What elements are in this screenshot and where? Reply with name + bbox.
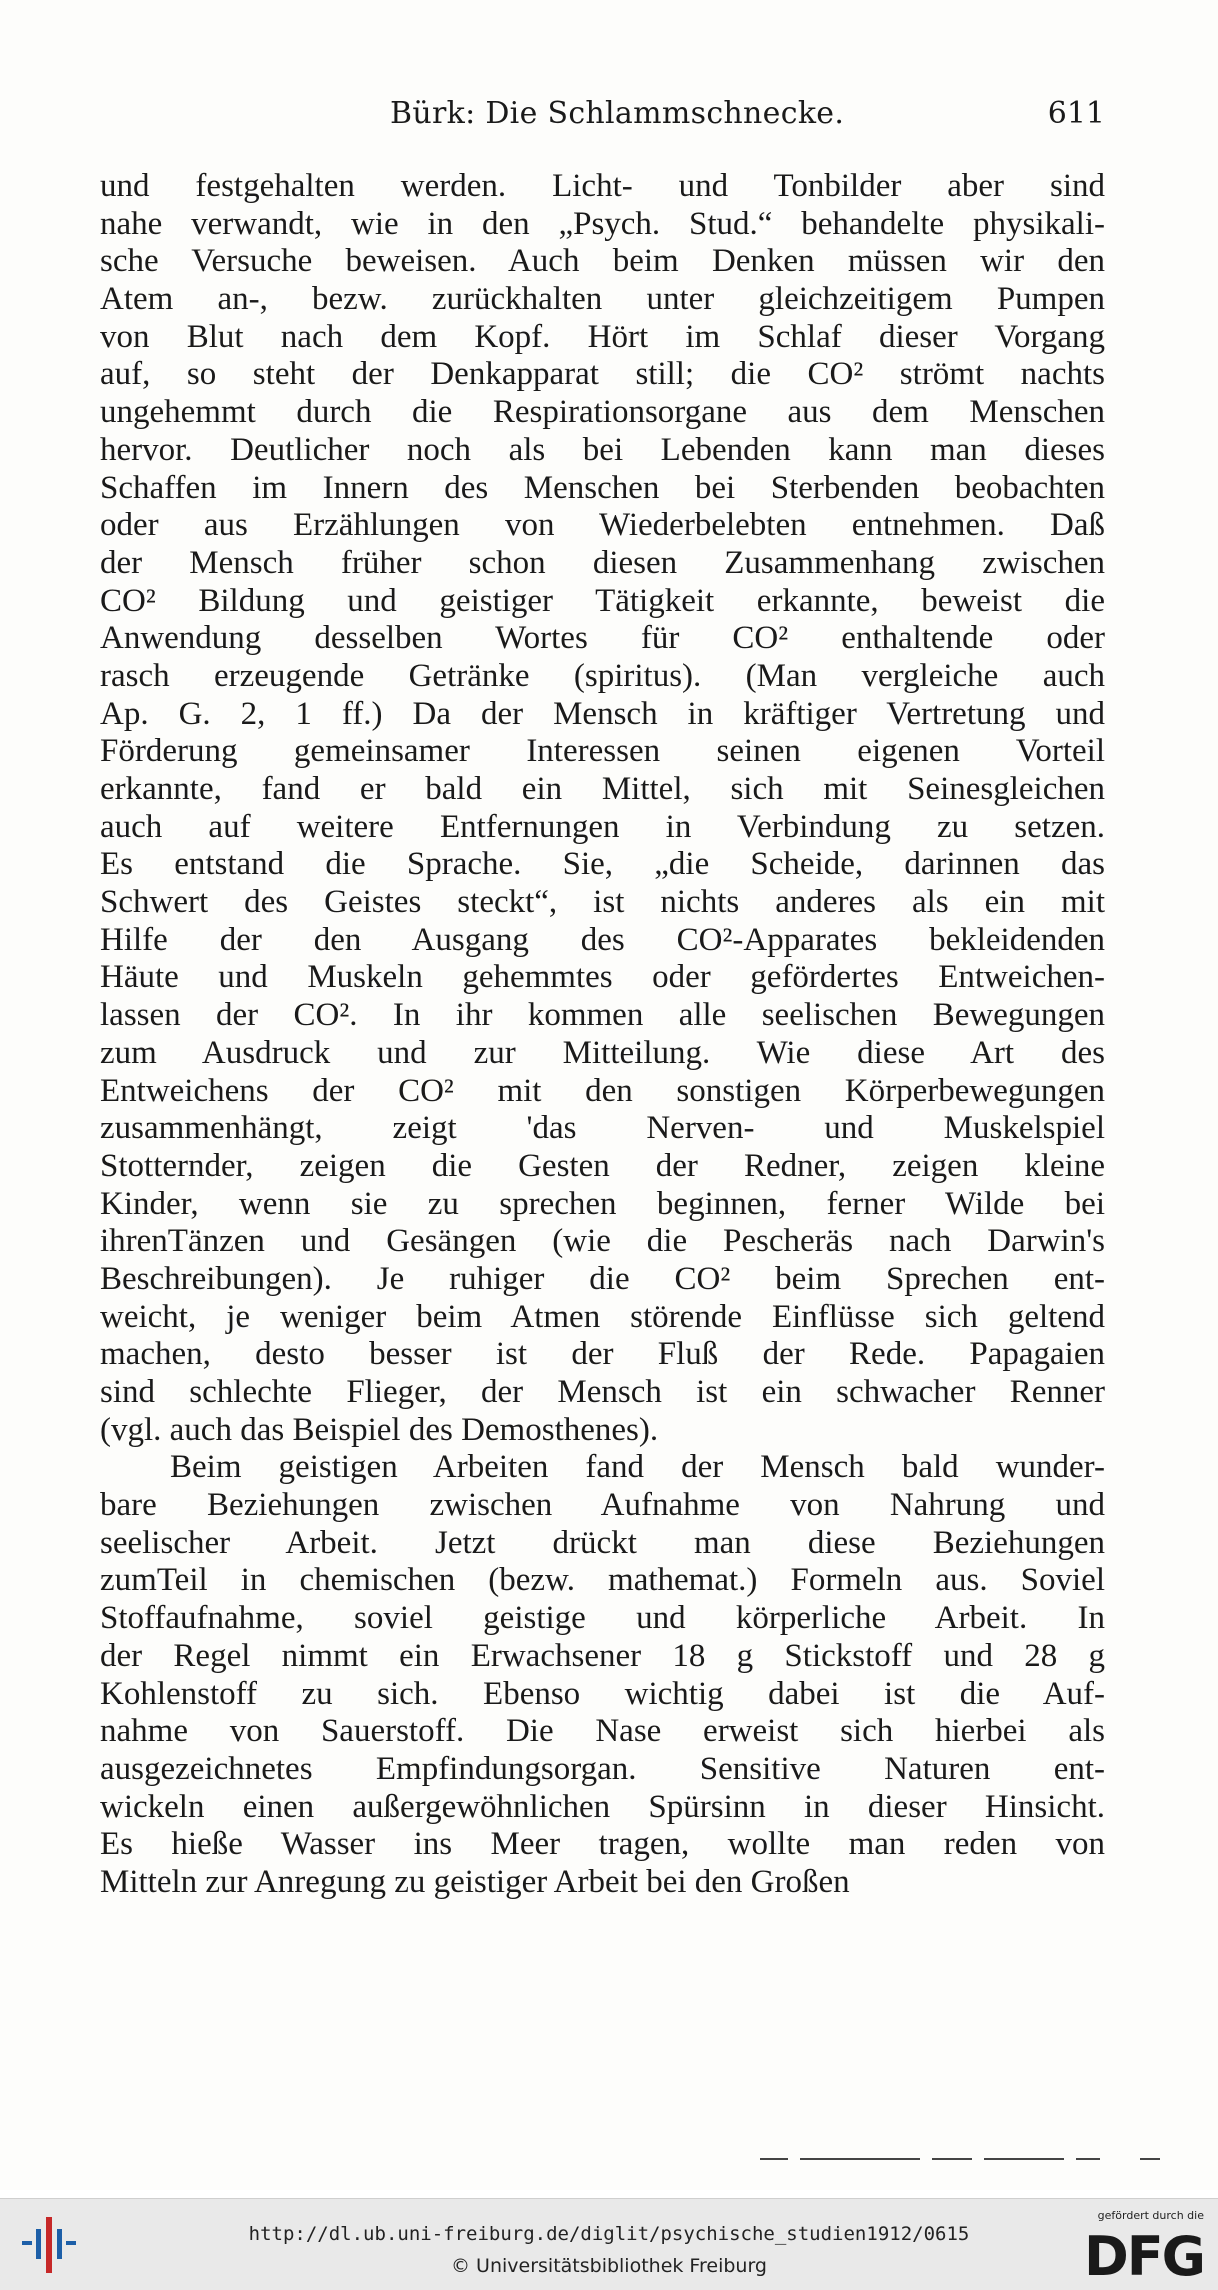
page-header <box>100 96 1105 140</box>
text-line: Hilfe der den Ausgang des CO²-Apparates bekleidenden <box>100 921 1105 958</box>
text-line: von Blut nach dem Kopf. Hört im Schlaf dieser Vorgang <box>100 318 1105 355</box>
text-line: sind schlechte Flieger, der Mensch ist ein schwacher Renner <box>100 1374 1105 1410</box>
text-line: Stotternder, zeigen die Gesten der Redner, zeigen kleine <box>100 1147 1105 1184</box>
running-title: Bürk: Die Schlammschnecke. <box>390 96 845 131</box>
text-line: machen, desto besser ist der Fluß der Rede. Papagaien <box>100 1336 1105 1373</box>
sponsor-caption: gefördert durch die <box>1097 2209 1204 2222</box>
text-line: Es entstand die Sprache. Sie, „die Scheide, darinnen das <box>100 846 1105 883</box>
text-line: nahe verwandt, wie in den „Psych. Stud.“ behandelte physikali- <box>100 205 1105 242</box>
text-line: weicht, je weniger beim Atmen störende Einflüsse sich geltend <box>100 1298 1105 1335</box>
copyright-notice: © Universitätsbibliothek Freiburg <box>451 2255 767 2277</box>
dfg-wordmark: DFG <box>1083 2225 1204 2288</box>
text-line: ihrenTänzen und Gesängen (wie die Pescheräs nach Darwin's <box>100 1223 1105 1260</box>
text-line: lassen der CO². In ihr kommen alle seelischen Bewegungen <box>100 997 1105 1034</box>
text-line: Förderung gemeinsamer Interessen seinen eigenen Vorteil <box>100 733 1105 770</box>
text-line: zum Ausdruck und zur Mitteilung. Wie diese Art des <box>100 1034 1105 1071</box>
text-line: oder aus Erzählungen von Wiederbelebten entnehmen. Daß <box>100 507 1105 544</box>
text-line: Atem an-, bezw. zurückhalten unter gleichzeitigem Pumpen <box>100 281 1105 318</box>
text-line: Entweichens der CO² mit den sonstigen Körperbewegungen <box>100 1072 1105 1109</box>
dfg-logo-icon <box>1083 2209 1204 2288</box>
text-line: ausgezeichnetes Empfindungsorgan. Sensitive Naturen ent- <box>100 1750 1105 1787</box>
text-line: und festgehalten werden. Licht- und Tonbilder aber sind <box>100 168 1105 204</box>
text-line: Häute und Muskeln gehemmtes oder gefördertes Entweichen- <box>100 959 1105 996</box>
text-line: hervor. Deutlicher noch als bei Lebenden kann man dieses <box>100 431 1105 468</box>
text-line: der Mensch früher schon diesen Zusammenhang zwischen <box>100 544 1105 581</box>
text-line: nahme von Sauerstoff. Die Nase erweist sich hierbei als <box>100 1713 1105 1750</box>
page-number: 611 <box>1047 96 1105 131</box>
text-line: Schwert des Geistes steckt“, ist nichts anderes als ein mit <box>100 884 1105 921</box>
text-line: der Regel nimmt ein Erwachsener 18 g Stickstoff und 28 g <box>100 1637 1105 1674</box>
text-line: rasch erzeugende Getränke (spiritus). (Man vergleiche auch <box>100 657 1105 694</box>
document-url-link[interactable]: http://dl.ub.uni-freiburg.de/diglit/psychische_studien1912/0615 <box>248 2223 970 2245</box>
text-line: zumTeil in chemischen (bezw. mathemat.) Formeln aus. Soviel <box>100 1562 1105 1599</box>
text-line: Beschreibungen). Je ruhiger die CO² beim Sprechen ent- <box>100 1260 1105 1297</box>
text-line: zusammenhängt, zeigt 'das Nerven- und Muskelspiel <box>100 1110 1105 1147</box>
text-line: Ap. G. 2, 1 ff.) Da der Mensch in kräftiger Vertretung und <box>100 695 1105 732</box>
text-line: Anwendung desselben Wortes für CO² enthaltende oder <box>100 620 1105 657</box>
text-line: CO² Bildung und geistiger Tätigkeit erkannte, beweist die <box>100 582 1105 619</box>
text-line: bare Beziehungen zwischen Aufnahme von Nahrung und <box>100 1487 1105 1524</box>
text-line: (vgl. auch das Beispiel des Demosthenes). <box>100 1411 659 1448</box>
text-line: sche Versuche beweisen. Auch beim Denken müssen wir den <box>100 243 1105 280</box>
text-line: Es hieße Wasser ins Meer tragen, wollte man reden von <box>100 1826 1105 1863</box>
text-line: Kohlenstoff zu sich. Ebenso wichtig dabei ist die Auf- <box>100 1675 1105 1712</box>
text-line: seelischer Arbeit. Jetzt drückt man diese Beziehungen <box>100 1524 1105 1561</box>
body-text <box>100 168 1105 1902</box>
text-line: Schaffen im Innern des Menschen bei Sterbenden beobachten <box>100 469 1105 506</box>
text-line: wickeln einen außergewöhnlichen Spürsinn in dieser Hinsicht. <box>100 1788 1105 1825</box>
text-line: Kinder, wenn sie zu sprechen beginnen, ferner Wilde bei <box>100 1185 1105 1222</box>
footnote-rule <box>760 2158 1180 2164</box>
text-line: erkannte, fand er bald ein Mittel, sich mit Seinesgleichen <box>100 771 1105 807</box>
text-line: Beim geistigen Arbeiten fand der Mensch bald wunder- <box>170 1449 1105 1486</box>
text-line: auch auf weitere Entfernungen in Verbindung zu setzen. <box>100 808 1105 845</box>
text-line: Stoffaufnahme, soviel geistige und körperliche Arbeit. In <box>100 1600 1105 1637</box>
text-line: ungehemmt durch die Respirationsorgane aus dem Menschen <box>100 394 1105 431</box>
library-footer <box>0 2198 1218 2290</box>
text-line: Mitteln zur Anregung zu geistiger Arbeit bei den Großen <box>100 1863 850 1900</box>
text-line: auf, so steht der Denkapparat still; die CO² strömt nachts <box>100 356 1105 393</box>
